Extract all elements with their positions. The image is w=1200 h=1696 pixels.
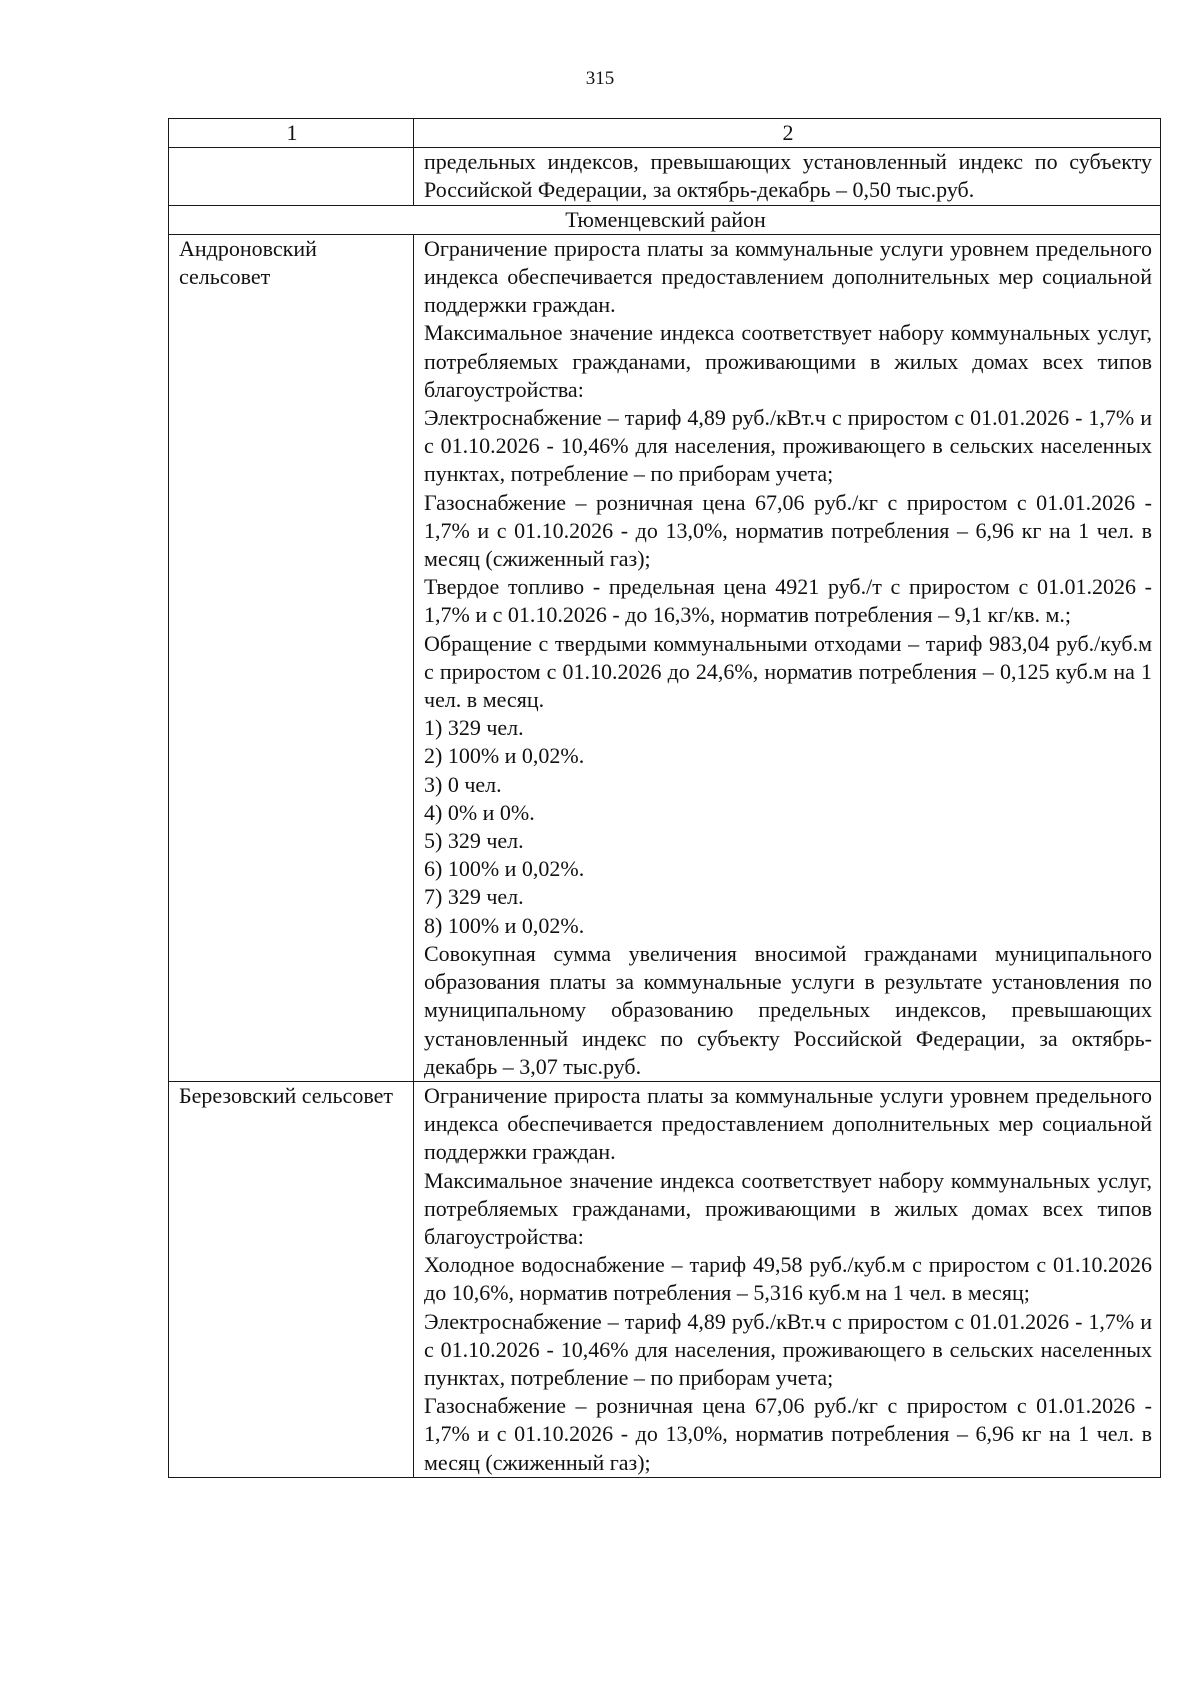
list-item: 7) 329 чел. (424, 884, 524, 910)
list-item: 3) 0 чел. (424, 771, 502, 797)
paragraph: Холодное водоснабжение – тариф 49,58 руб./куб.м с приростом с 01.10.2026 до 10,6%, норматив потребления – 5,316 куб.м на 1 чел. в месяц; (424, 1252, 1152, 1306)
list-item: 8) 100% и 0,02%. (424, 912, 585, 938)
list-item: 5) 329 чел. (424, 828, 524, 854)
table-row (169, 1081, 1161, 1477)
continuation-row (169, 148, 1161, 205)
list-item: 2) 100% и 0,02%. (424, 743, 585, 769)
list-item: 4) 0% и 0%. (424, 799, 535, 825)
page-number: 315 (585, 68, 615, 89)
closing-paragraph: Совокупная сумма увеличения вносимой гражданами муниципального образования платы за коммунальные услуги в результате установления по муниципальному образованию предельных индексов, превышающих установленный индекс по субъекту Российской Федерации, за октябрь-декабрь – 3,07 тыс.руб. (424, 940, 1152, 1079)
paragraph: Электроснабжение – тариф 4,89 руб./кВт.ч с приростом с 01.01.2026 - 1,7% и с 01.10.2026 - 10,46% для населения, проживающего в сельских населенных пунктах, потребление – по приборам учета; (424, 1308, 1152, 1390)
paragraph: Газоснабжение – розничная цена 67,06 руб./кг с приростом с 01.01.2026 - 1,7% и с 01.10.2026 - до 13,0%, норматив потребления – 6,96 кг на 1 чел. в месяц (сжиженный газ); (424, 1393, 1152, 1475)
list-item: 1) 329 чел. (424, 715, 524, 741)
municipality-description (414, 234, 1161, 1081)
paragraph: Газоснабжение – розничная цена 67,06 руб./кг с приростом с 01.01.2026 - 1,7% и с 01.10.2026 - до 13,0%, норматив потребления – 6,96 кг на 1 чел. в месяц (сжиженный газ); (424, 489, 1152, 572)
paragraph: Твердое топливо - предельная цена 4921 руб./т с приростом с 01.01.2026 - 1,7% и с 01.10.2026 - до 16,3%, норматив потребления – 9,1 кг/кв. м.; (424, 574, 1152, 628)
district-row (169, 205, 1161, 234)
paragraph: Ограничение прироста платы за коммунальные услуги уровнем предельного индекса обеспечивается предоставлением дополнительных мер социальной поддержки граждан. (424, 1082, 1152, 1165)
table-header-row (169, 119, 1161, 148)
document-table (168, 118, 1161, 1478)
paragraph: Обращение с твердыми коммунальными отходами – тариф 983,04 руб./куб.м с приростом с 01.10.2026 до 24,6%, норматив потребления – 0,125 куб.м на 1 чел. в месяц. (424, 630, 1152, 713)
column-header-1: 1 (169, 119, 414, 148)
list-item: 6) 100% и 0,02%. (424, 856, 585, 882)
continuation-name-cell (169, 148, 414, 205)
municipality-description (414, 1081, 1161, 1477)
paragraph: Максимальное значение индекса соответствует набору коммунальных услуг, потребляемых гражданами, проживающими в жилых домах всех типов благоустройства: (424, 1167, 1152, 1249)
district-title: Тюменцевский район (169, 205, 1161, 234)
table-row (169, 234, 1161, 1081)
municipality-name: Андроновский сельсовет (169, 234, 414, 1081)
paragraph: Ограничение прироста платы за коммунальные услуги уровнем предельного индекса обеспечивается предоставлением дополнительных мер социальной поддержки граждан. (424, 235, 1152, 318)
column-header-2: 2 (414, 119, 1161, 148)
continuation-text-cell (414, 148, 1161, 205)
municipality-name: Березовский сельсовет (169, 1081, 414, 1477)
continuation-paragraph: предельных индексов, превышающих установленный индекс по субъекту Российской Федерации, за октябрь-декабрь – 0,50 тыс.руб. (424, 149, 1152, 203)
paragraph: Максимальное значение индекса соответствует набору коммунальных услуг, потребляемых гражданами, проживающими в жилых домах всех типов благоустройства: (424, 320, 1152, 402)
paragraph: Электроснабжение – тариф 4,89 руб./кВт.ч с приростом с 01.01.2026 - 1,7% и с 01.10.2026 - 10,46% для населения, проживающего в сельских населенных пунктах, потребление – по приборам учета; (424, 405, 1152, 487)
